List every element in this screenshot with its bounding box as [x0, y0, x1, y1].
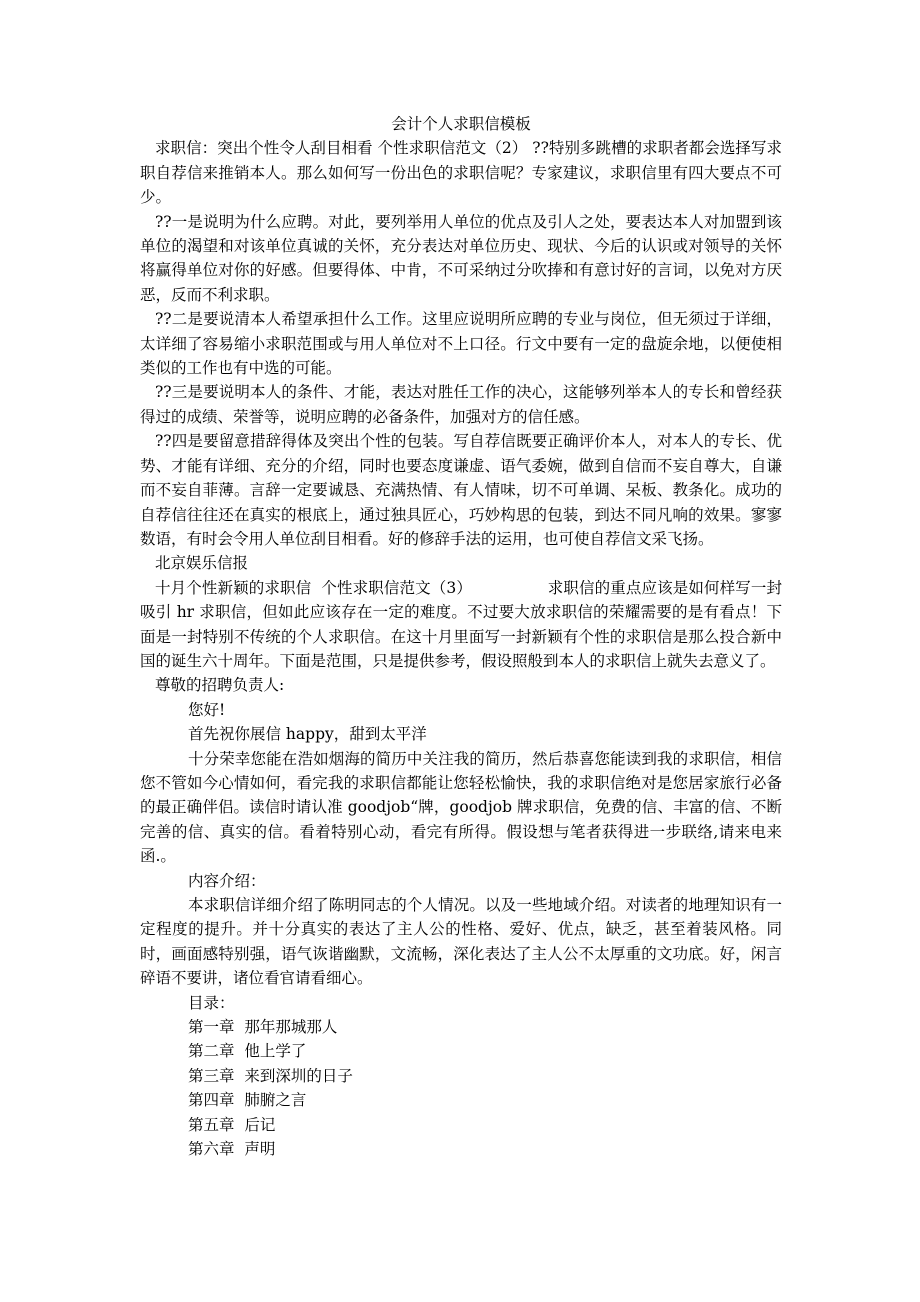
salutation: 尊敬的招聘负责人:: [155, 676, 285, 695]
point-one-paragraph: ??一是说明为什么应聘。对此，要列举用人单位的优点及引人之处，要表达本人对加盟到该单位的渴望和对该单位真诚的关怀，充分表达对单位历史、现状、今后的认识或对领导的关怀将赢得单位对你的好感。但要得体、中肯，不可采纳过分吹捧和有意讨好的言词，以免对方厌恶，反而不利求职。: [140, 212, 782, 304]
toc-item: 第五章 后记: [188, 1115, 276, 1134]
point-three-paragraph: ??三是要说明本人的条件、才能，表达对胜任工作的决心，这能够列举本人的专长和曾经获得过的成绩、荣誉等，说明应聘的必备条件，加强对方的信任感。: [140, 383, 782, 426]
content-body-paragraph: 本求职信详细介绍了陈明同志的个人情况。以及一些地域介绍。对读者的地理知识有一定程度的提升。并十分真实的表达了主人公的性格、爱好、优点，缺乏，甚至着装风格。同时，画面感特别强，语气诙谐幽默，文流畅，深化表达了主人公不太厚重的文功底。好，闲言碎语不要讲，诸位看官请看细心。: [140, 896, 782, 988]
toc-item: 第一章 那年那城那人: [188, 1018, 338, 1037]
wish-line: 首先祝你展信 happy，甜到太平洋: [188, 725, 427, 744]
intro-paragraph: 求职信：突出个性令人刮目相看 个性求职信范文（2） ??特别多跳槽的求职者都会选择写求职自荐信来推销本人。那么如何写一份出色的求职信呢？专家建议，求职信里有四大要点不可少。: [140, 139, 782, 207]
source-line: 北京娱乐信报: [155, 554, 249, 573]
greeting: 您好!: [188, 700, 226, 719]
toc-item: 第四章 肺腑之言: [188, 1091, 307, 1110]
point-two-paragraph: ??二是要说清本人希望承担什么工作。这里应说明所应聘的专业与岗位，但无须过于详细，太详细了容易缩小求职范围或与用人单位对不上口径。行文中要有一定的盘旋余地，以便使相类似的工作也有中选的可能。: [140, 310, 782, 378]
document-body: [140, 112, 782, 1161]
section-three-paragraph: 十月个性新颖的求职信 个性求职信范文（3） 求职信的重点应该是如何样写一封吸引 hr 求职信，但如此应该存在一定的难度。不过要大放求职信的荣耀需要的是有看点！下面是一封特别不传统的个人求职信。在这十月里面写一封新颖有个性的求职信是那么投合新中国的诞生六十周年。下面是范围，只是提供参考，假设照般到本人的求职信上就失去意义了。: [140, 578, 782, 670]
toc-item: 第三章 来到深圳的日子: [188, 1066, 353, 1085]
toc-heading: 目录：: [188, 993, 235, 1012]
point-four-paragraph: ??四是要留意措辞得体及突出个性的包装。写自荐信既要正确评价本人，对本人的专长、优势、才能有详细、充分的介绍，同时也要态度谦虚、语气委婉，做到自信而不妄自尊大，自谦而不妄自菲薄。言辞一定要诚恳、充满热情、有人情味，切不可单调、呆板、教条化。成功的自荐信往往还在真实的根底上，通过独具匠心，巧妙构思的包装，到达不同凡响的效果。寥寥数语，有时会令用人单位刮目相看。好的修辞手法的运用，也可使自荐信文采飞扬。: [140, 432, 782, 548]
toc-item: 第六章 声明: [188, 1140, 276, 1159]
page-title: 会计个人求职信模板: [391, 115, 531, 133]
content-heading: 内容介绍：: [188, 871, 266, 890]
toc-item: 第二章 他上学了: [188, 1042, 307, 1061]
table-of-contents: [140, 1015, 782, 1161]
letter-body-paragraph: 十分荣幸您能在浩如烟海的简历中关注我的简历，然后恭喜您能读到我的求职信，相信您不管如今心情如何，看完我的求职信都能让您轻松愉快，我的求职信绝对是您居家旅行必备的最正确伴侣。读信时请认准 goodjob“牌，goodjob 牌求职信，免费的信、丰富的信、不断完善的信、真实的信。看着特别心动，看完有所得。假设想与笔者获得进一步联络,请来电来函.。: [140, 749, 782, 866]
